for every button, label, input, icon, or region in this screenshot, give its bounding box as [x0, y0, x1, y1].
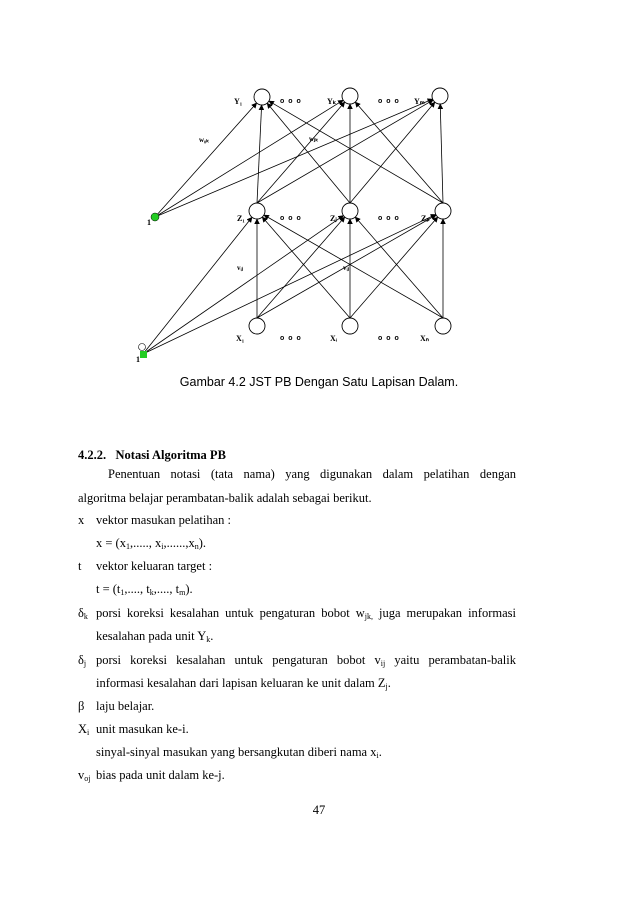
hidden-node-1	[342, 203, 358, 219]
bias-node-bottom-circle	[139, 344, 146, 351]
definition-voj: bias pada unit dalam ke-j.	[96, 768, 225, 782]
edge-z2-y2	[440, 104, 443, 203]
definition-xi: unit masukan ke-i.	[96, 722, 189, 736]
section-number: 4.2.2.	[78, 448, 107, 462]
definition-beta: laju belajar.	[96, 699, 155, 713]
definition-x: vektor masukan pelatihan :	[96, 513, 232, 527]
equation-t: $t = (t_1$,...., $t_k$,...., $t_m$).	[96, 582, 193, 597]
edge-z2-y0	[269, 101, 443, 203]
dots-bottom-1: o o o	[280, 335, 302, 342]
symbol-voj: $v_{oj}$	[78, 768, 91, 783]
definition-xi-line-2: sinyal-sinyal masukan yang bersangkutan diberi nama $x_i$.	[96, 745, 382, 760]
edge-x2-z0	[264, 215, 443, 318]
label-xi: Xᵢ	[330, 334, 338, 343]
input-node-0	[249, 318, 265, 334]
label-zp: Zₚ	[421, 214, 430, 223]
network-diagram	[0, 0, 638, 370]
output-node-2	[432, 88, 448, 104]
edge-z0-y1	[257, 102, 345, 203]
label-yk: Yₖ	[327, 97, 337, 106]
definition-delta-k-line-2: kesalahan pada unit $Y_k$.	[96, 629, 214, 644]
edge-bias-y2	[155, 99, 433, 217]
definition-t: vektor keluaran target :	[96, 559, 213, 573]
edge-bias-z2	[143, 214, 436, 354]
symbol-beta: β	[78, 699, 85, 713]
weight-label-vij-2: vᵢⱼ	[343, 264, 349, 272]
label-xn: Xₙ	[420, 334, 429, 343]
symbol-xi: $X_i$	[78, 722, 90, 737]
edge-x1-z2	[350, 217, 438, 318]
bias-label-bottom: 1	[136, 355, 140, 364]
weight-label-wjk: wⱼₖ	[309, 135, 319, 143]
definition-delta-j-line-1: porsi koreksi kesalahan untuk pengaturan bobot $v_{ij}$ yaitu perambatan-balik	[96, 653, 516, 668]
edge-bias-y0	[155, 103, 257, 217]
dots-mid-2: o o o	[378, 215, 400, 222]
edge-bias-y1	[155, 100, 343, 217]
definition-delta-j-line-2: informasi kesalahan dari lapisan keluaran ke unit dalam $Z_j$.	[96, 676, 391, 691]
intro-line-2: algoritma belajar perambatan-balik adalah sebagai berikut.	[78, 491, 372, 505]
section-title: Notasi Algoritma PB	[115, 448, 226, 462]
connection-lines	[143, 99, 443, 354]
dots-top-1: o o o	[280, 98, 302, 105]
definition-delta-k-line-1: porsi koreksi kesalahan untuk pengaturan bobot $w_{jk,}$ juga merupakan informasi	[96, 606, 516, 621]
bias-node-top	[151, 213, 159, 221]
edge-z2-y1	[355, 102, 443, 203]
symbol-x: x	[78, 513, 85, 527]
edge-z0-y0	[257, 105, 262, 203]
edge-x1-z0	[262, 217, 350, 318]
edge-z1-y2	[350, 102, 435, 203]
figure-caption: Gambar 4.2 JST PB Dengan Satu Lapisan Dalam.	[179, 375, 459, 389]
hidden-node-0	[249, 203, 265, 219]
edge-z0-y2	[257, 100, 433, 203]
intro-line-1: Penentuan notasi (tata nama) yang digunakan dalam pelatihan dengan	[108, 467, 516, 481]
bias-label-top: 1	[147, 218, 151, 227]
dots-bottom-2: o o o	[378, 335, 400, 342]
section-heading	[78, 448, 226, 463]
output-node-0	[254, 89, 270, 105]
page-number: 47	[312, 803, 326, 817]
label-y1: Y₁	[234, 97, 243, 106]
dots-mid-1: o o o	[280, 215, 302, 222]
neuron-nodes	[139, 88, 452, 358]
equation-x: $x = (x_1$,....., $x_i,......,x_n$).	[96, 536, 206, 551]
symbol-delta-j: $\delta_j$	[78, 653, 87, 668]
input-node-1	[342, 318, 358, 334]
output-node-1	[342, 88, 358, 104]
weight-label-w0k: w₀ₖ	[199, 136, 210, 144]
edge-x0-z1	[257, 217, 345, 318]
dots-top-2: o o o	[378, 98, 400, 105]
input-node-2	[435, 318, 451, 334]
hidden-node-2	[435, 203, 451, 219]
label-z1: Z₁	[237, 214, 245, 223]
label-ym: Yₘ	[414, 97, 425, 106]
label-zj: Zⱼ	[330, 214, 337, 223]
label-x1: X₁	[236, 334, 245, 343]
bias-node-bottom	[140, 351, 147, 358]
edge-z1-y0	[267, 103, 350, 203]
symbol-delta-k: $\delta_k$	[78, 606, 88, 621]
symbol-t: t	[78, 559, 82, 573]
weight-label-vij-1: vᵢⱼ	[237, 264, 243, 272]
